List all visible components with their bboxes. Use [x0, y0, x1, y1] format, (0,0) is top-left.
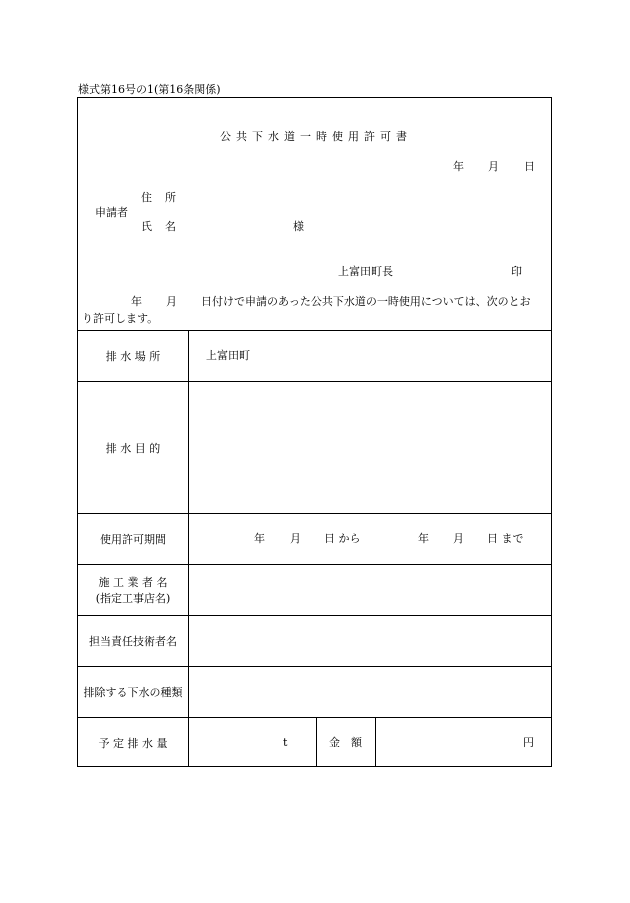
- volume-unit: t: [283, 736, 288, 749]
- label-column-divider: [188, 330, 189, 767]
- amount-column-divider: [375, 717, 376, 767]
- discharge-location-label: 排 水 場 所: [105, 350, 161, 363]
- planned-volume-label: 予 定 排 水 量: [98, 737, 168, 750]
- date-month-label: 月: [488, 160, 499, 173]
- period-month-to: 月: [453, 532, 464, 545]
- engineer-label: 担当責任技術者名: [89, 635, 177, 648]
- period-month-from: 月: [290, 532, 301, 545]
- discharge-location-value: 上富田町: [206, 349, 250, 362]
- row-divider: [77, 381, 552, 382]
- issuer-name: 上富田町長: [338, 265, 393, 278]
- seal-mark: 印: [511, 265, 522, 278]
- row-divider: [77, 717, 552, 718]
- row-divider: [77, 513, 552, 514]
- notice-month-label: 月: [166, 295, 177, 308]
- form-number: 様式第16号の1(第16条関係): [78, 83, 221, 96]
- period-day-from: 日 から: [324, 532, 361, 545]
- sewage-type-label: 排除する下水の種類: [83, 686, 183, 699]
- amount-label: 金 額: [329, 736, 362, 749]
- notice-year-label: 年: [131, 295, 142, 308]
- period-year-to: 年: [418, 532, 429, 545]
- volume-column-divider: [316, 717, 317, 767]
- document-title: 公共下水道一時使用許可書: [220, 130, 412, 143]
- notice-text-line1: 日付けで申請のあった公共下水道の一時使用については、次のとお: [201, 295, 531, 308]
- honorific-label: 様: [293, 220, 304, 233]
- row-divider: [77, 615, 552, 616]
- period-day-to: 日 まで: [487, 532, 524, 545]
- row-divider: [77, 666, 552, 667]
- contractor-sublabel: (指定工事店名): [95, 592, 171, 605]
- contractor-label: 施 工 業 者 名: [98, 576, 168, 589]
- notice-text-line2: り許可します。: [82, 312, 159, 325]
- address-label: 住 所: [141, 191, 177, 204]
- name-label: 氏 名: [141, 220, 177, 233]
- amount-unit: 円: [523, 736, 534, 749]
- discharge-purpose-label: 排 水 目 的: [105, 442, 161, 455]
- row-divider: [77, 564, 552, 565]
- date-day-label: 日: [524, 160, 535, 173]
- applicant-label: 申請者: [95, 206, 128, 219]
- date-year-label: 年: [453, 160, 464, 173]
- table-top-border: [77, 330, 552, 331]
- permit-period-label: 使用許可期間: [100, 533, 166, 546]
- period-year-from: 年: [254, 532, 265, 545]
